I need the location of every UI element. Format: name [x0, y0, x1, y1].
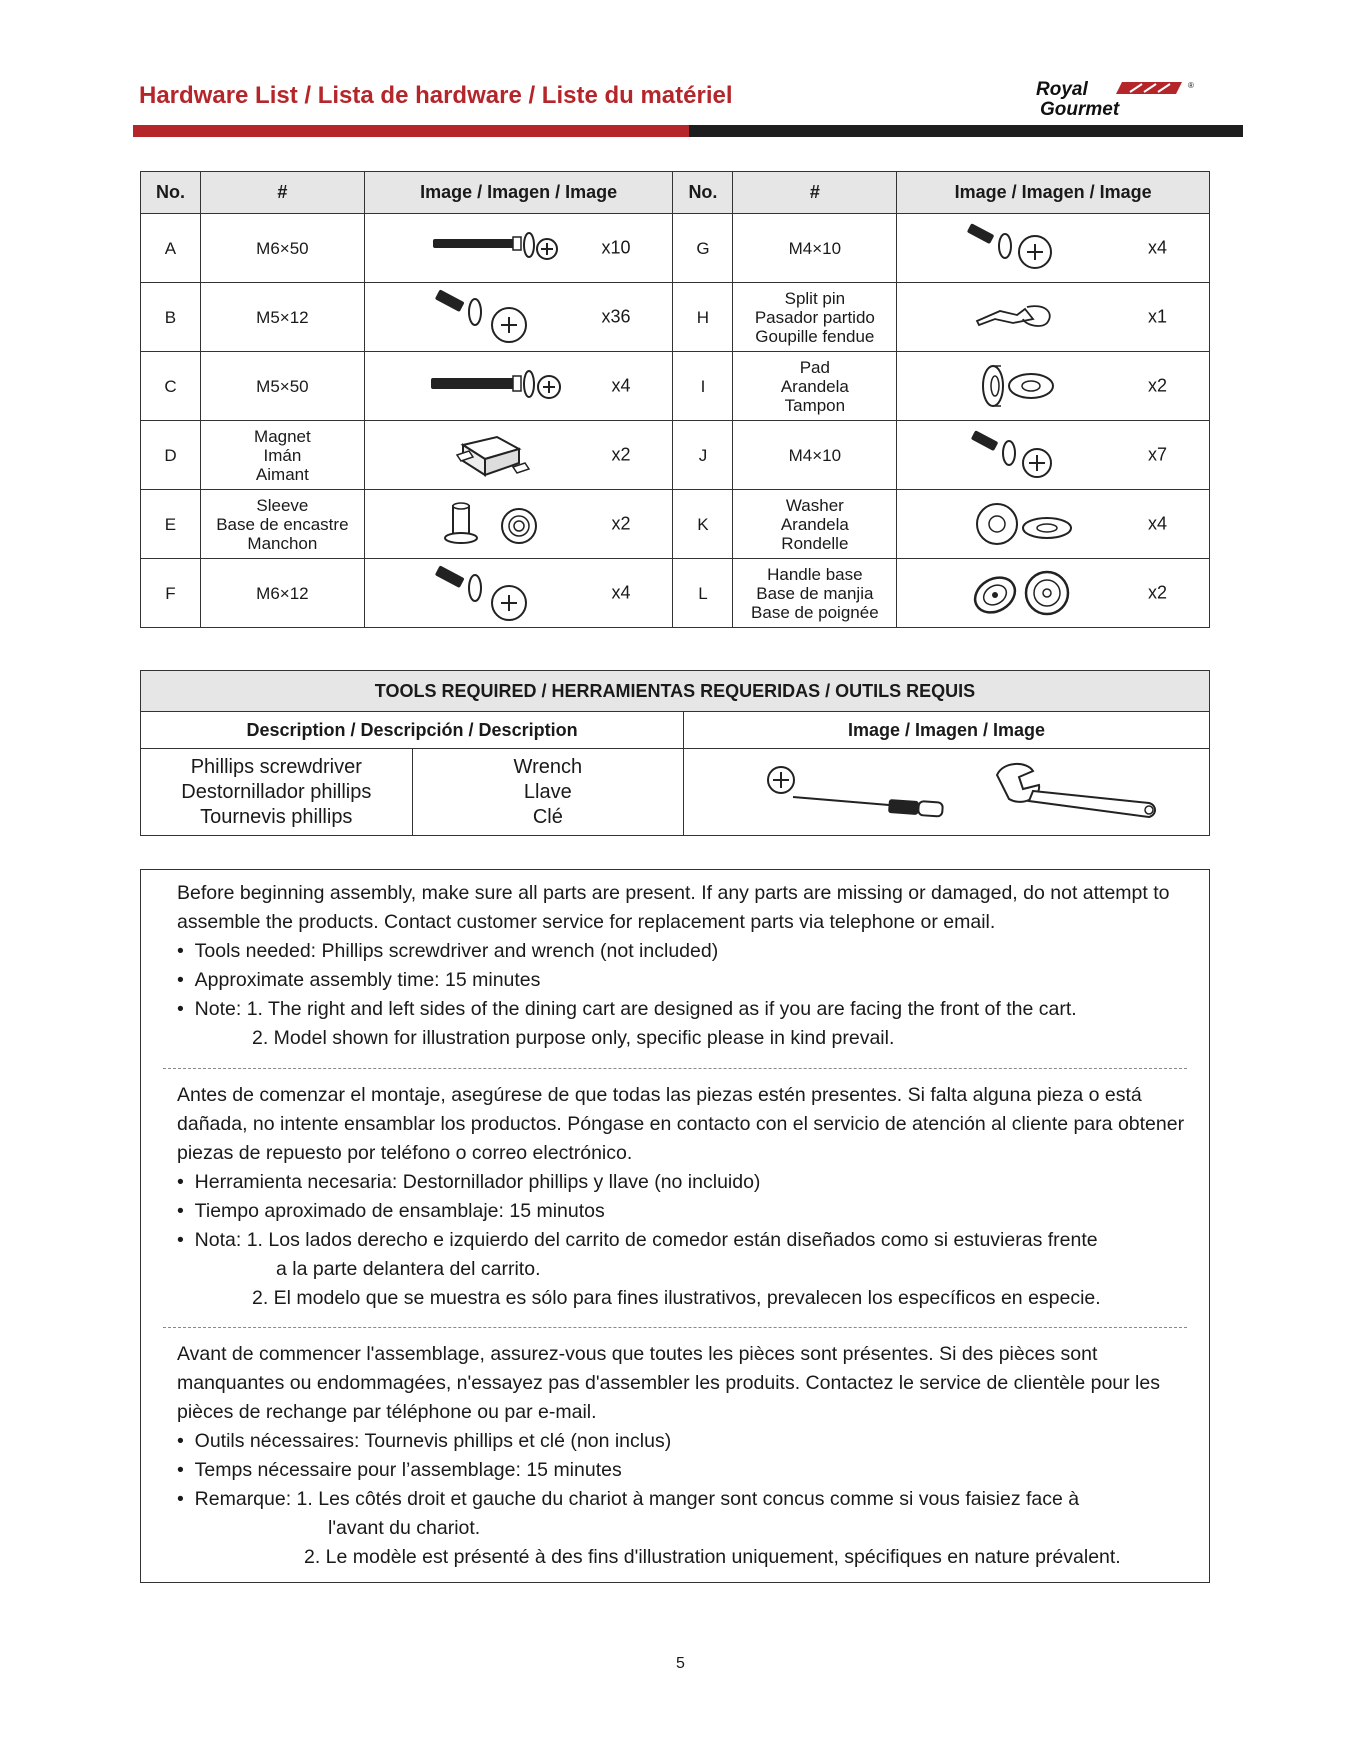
- instruction-bullet: • Tiempo aproximado de ensamblaje: 15 minutos: [177, 1200, 605, 1222]
- part-no: D: [141, 421, 201, 490]
- hardware-header-row: [141, 172, 1210, 214]
- screwdriver-icon: [768, 767, 943, 817]
- instructions-intro: Before beginning assembly, make sure all parts are present. If any parts are missing or damaged, do not attempt to assemble the products. Contact customer service for replacement parts via telephone or email.: [177, 882, 1170, 933]
- table-row: [141, 559, 1210, 628]
- tools-title: TOOLS REQUIRED / HERRAMIENTAS REQUERIDAS / OUTILS REQUIS: [141, 671, 1210, 712]
- pad-icon: [905, 358, 1105, 414]
- part-no: A: [141, 214, 201, 283]
- instruction-note: 2. El modelo que se muestra es sólo para fines ilustrativos, prevalecen los específicos en especie.: [252, 1287, 1101, 1309]
- part-no: B: [141, 283, 201, 352]
- part-spec: Sleeve Base de encastre Manchon: [200, 490, 364, 559]
- svg-text:Royal: Royal: [1036, 79, 1088, 100]
- table-row: [141, 421, 1210, 490]
- part-spec: M5×12: [200, 283, 364, 352]
- washer-icon: [905, 496, 1105, 552]
- split-pin-icon: [905, 297, 1105, 337]
- instructions-french: [177, 1340, 1189, 1572]
- part-qty: x4: [1147, 513, 1167, 534]
- part-spec: Handle base Base de manjia Base de poignée: [733, 559, 897, 628]
- part-spec: M6×50: [200, 214, 364, 283]
- svg-text:Gourmet: Gourmet: [1040, 99, 1120, 118]
- header-bar-dark: [689, 125, 1243, 137]
- tool-wrench-desc: Wrench Llave Clé: [412, 749, 683, 836]
- col-image: Image / Imagen / Image: [897, 172, 1210, 214]
- hardware-table: [140, 171, 1210, 628]
- instructions-intro: Antes de comenzar el montaje, asegúrese de que todas las piezas estén presentes. Si falta alguna pieza o está dañada, no intente ensamblar los productos. Póngase en contacto con el servicio de atención al cliente para obtener piezas de repuesto por teléfono o correo electrónico.: [177, 1084, 1185, 1164]
- instruction-bullet: • Tools needed: Phillips screwdriver and wrench (not included): [177, 940, 719, 962]
- instruction-bullet: • Temps nécessaire pour l’assemblage: 15 minutes: [177, 1459, 622, 1481]
- instructions-english: [177, 879, 1189, 1053]
- part-no: E: [141, 490, 201, 559]
- svg-text:®: ®: [1188, 81, 1194, 90]
- part-spec: Magnet Imán Aimant: [200, 421, 364, 490]
- part-qty: x4: [1147, 237, 1167, 258]
- tools-image: [684, 749, 1210, 836]
- part-image: [364, 283, 673, 352]
- part-spec: Pad Arandela Tampon: [733, 352, 897, 421]
- royal-gourmet-logo: [1030, 78, 1220, 118]
- part-image: [364, 352, 673, 421]
- part-qty: x1: [1147, 306, 1167, 327]
- instructions-box: [140, 869, 1210, 1583]
- part-image: [364, 559, 673, 628]
- part-image: [364, 490, 673, 559]
- part-qty: x2: [611, 444, 631, 465]
- part-no: K: [673, 490, 733, 559]
- instruction-bullet: • Remarque: 1. Les côtés droit et gauche du chariot à manger sont concus comme si vous faisiez face à: [177, 1488, 1080, 1510]
- instruction-note: 2. Model shown for illustration purpose only, specific please in kind prevail.: [252, 1027, 895, 1049]
- part-image: [897, 283, 1210, 352]
- instruction-note: 2. Le modèle est présenté à des fins d'illustration uniquement, spécifiques en nature prévalent.: [304, 1546, 1121, 1568]
- part-no: L: [673, 559, 733, 628]
- instruction-bullet: • Outils nécessaires: Tournevis phillips et clé (non inclus): [177, 1430, 672, 1452]
- table-row: [141, 352, 1210, 421]
- part-spec: M4×10: [733, 421, 897, 490]
- instruction-bullet: • Herramienta necesaria: Destornillador phillips y llave (no incluido): [177, 1171, 761, 1193]
- tools-illustration: [697, 755, 1197, 825]
- instruction-bullet: • Note: 1. The right and left sides of the dining cart are designed as if you are facing the front of the cart.: [177, 998, 1077, 1020]
- short-bolt-icon: [905, 220, 1105, 276]
- part-image: [897, 214, 1210, 283]
- part-qty: x2: [1147, 582, 1167, 603]
- magnet-icon: [373, 427, 573, 483]
- part-no: F: [141, 559, 201, 628]
- handle-base-icon: [905, 565, 1105, 621]
- instructions-intro: Avant de commencer l'assemblage, assurez-vous que toutes les pièces sont présentes. Si des pièces sont manquantes ou endommagées, n'essayez pas d'assembler les produits. Contactez le service de clientèle pour les pièces de rechange par téléphone ou par e-mail.: [177, 1343, 1160, 1423]
- part-image: [897, 559, 1210, 628]
- col-image: Image / Imagen / Image: [364, 172, 673, 214]
- col-spec: #: [733, 172, 897, 214]
- col-no: No.: [673, 172, 733, 214]
- part-no: G: [673, 214, 733, 283]
- part-spec: Washer Arandela Rondelle: [733, 490, 897, 559]
- header-bar-red: [133, 125, 689, 137]
- part-qty: x2: [1147, 375, 1167, 396]
- short-bolt-icon: [373, 287, 573, 347]
- table-row: [141, 490, 1210, 559]
- table-row: [141, 214, 1210, 283]
- long-bolt-icon: [373, 361, 573, 411]
- tools-table: [140, 670, 1210, 836]
- part-image: [897, 421, 1210, 490]
- instructions-spanish: [177, 1081, 1189, 1313]
- part-spec: Split pin Pasador partido Goupille fendue: [733, 283, 897, 352]
- tools-image-header: Image / Imagen / Image: [684, 712, 1210, 749]
- part-image: [364, 214, 673, 283]
- instruction-bullet: • Approximate assembly time: 15 minutes: [177, 969, 541, 991]
- part-image: [897, 352, 1210, 421]
- part-image: [897, 490, 1210, 559]
- instruction-note: a la parte delantera del carrito.: [276, 1258, 541, 1280]
- part-qty: x36: [601, 306, 631, 327]
- page-number: 5: [676, 1655, 685, 1672]
- long-bolt-icon: [373, 223, 573, 273]
- short-bolt-icon: [373, 563, 573, 623]
- part-no: C: [141, 352, 201, 421]
- part-qty: x10: [601, 237, 631, 258]
- wrench-icon: [997, 763, 1155, 816]
- part-no: H: [673, 283, 733, 352]
- tools-desc-header: Description / Descripción / Description: [141, 712, 684, 749]
- part-image: [364, 421, 673, 490]
- part-no: J: [673, 421, 733, 490]
- instruction-bullet: • Nota: 1. Los lados derecho e izquierdo del carrito de comedor están diseñados como si estuvieras frente: [177, 1229, 1098, 1251]
- page-title: Hardware List / Lista de hardware / Liste du matériel: [139, 82, 733, 109]
- part-spec: M6×12: [200, 559, 364, 628]
- part-qty: x4: [611, 582, 631, 603]
- instruction-note: l'avant du chariot.: [328, 1517, 481, 1539]
- section-divider: [163, 1327, 1187, 1328]
- part-spec: M5×50: [200, 352, 364, 421]
- part-qty: x7: [1147, 444, 1167, 465]
- short-bolt-icon: [905, 427, 1105, 483]
- sleeve-icon: [373, 496, 573, 552]
- col-spec: #: [200, 172, 364, 214]
- table-row: [141, 283, 1210, 352]
- tool-screwdriver-desc: Phillips screwdriver Destornillador phillips Tournevis phillips: [141, 749, 413, 836]
- part-qty: x2: [611, 513, 631, 534]
- part-no: I: [673, 352, 733, 421]
- col-no: No.: [141, 172, 201, 214]
- part-spec: M4×10: [733, 214, 897, 283]
- part-qty: x4: [611, 375, 631, 396]
- section-divider: [163, 1068, 1187, 1069]
